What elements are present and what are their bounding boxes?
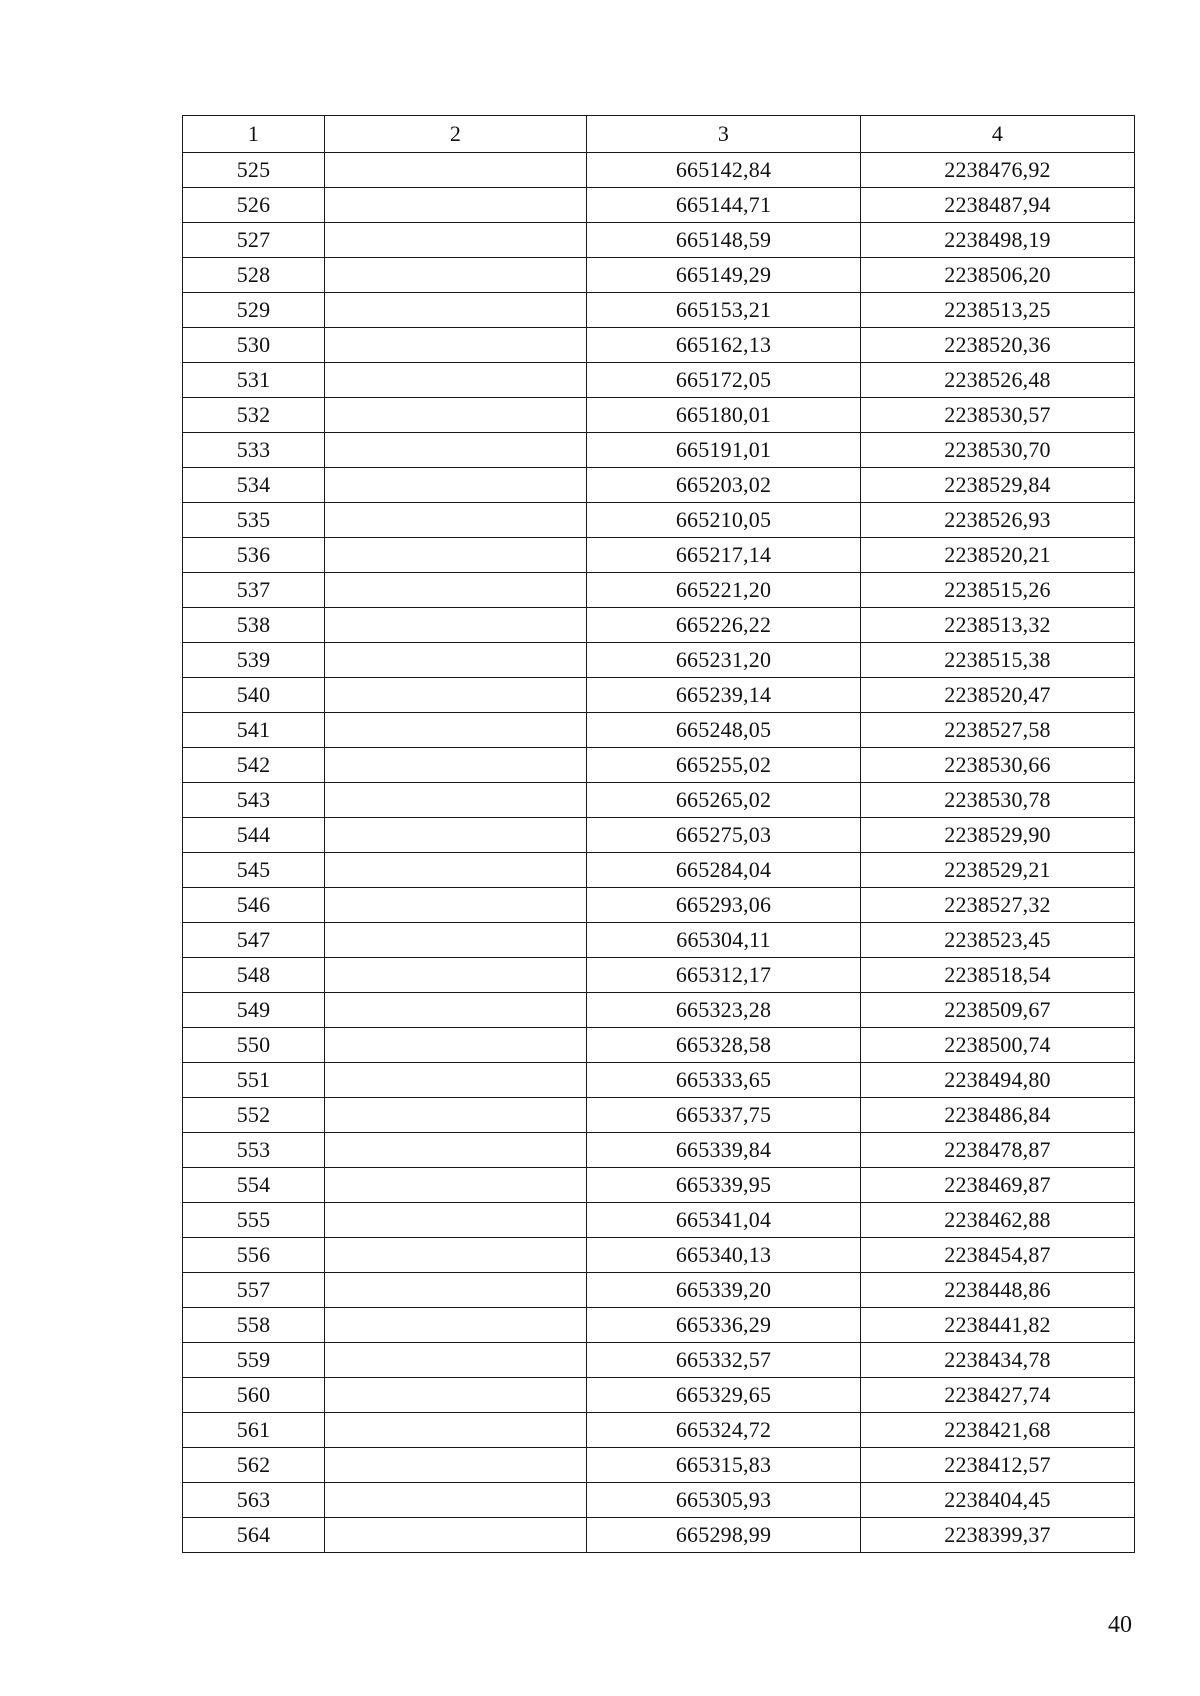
table-row [183,1518,1135,1553]
point-number-cell: 526 [183,188,325,223]
point-number-cell: 549 [183,993,325,1028]
coordinate-x-cell: 665148,59 [587,223,861,258]
column-2-cell [325,1168,587,1203]
column-header-2: 2 [325,116,587,153]
coordinate-x-cell: 665226,22 [587,608,861,643]
table-row [183,328,1135,363]
table-row [183,153,1135,188]
table-row [183,1343,1135,1378]
table-header-row [183,116,1135,153]
table-row [183,258,1135,293]
coordinate-y-cell: 2238526,48 [861,363,1135,398]
point-number-cell: 555 [183,1203,325,1238]
coordinate-x-cell: 665217,14 [587,538,861,573]
table-row [183,608,1135,643]
point-number-cell: 541 [183,713,325,748]
table-row [183,1483,1135,1518]
coordinate-y-cell: 2238527,58 [861,713,1135,748]
table-row [183,853,1135,888]
column-2-cell [325,1028,587,1063]
table-row [183,1168,1135,1203]
coordinate-x-cell: 665298,99 [587,1518,861,1553]
coordinate-y-cell: 2238513,32 [861,608,1135,643]
point-number-cell: 532 [183,398,325,433]
coordinate-y-cell: 2238520,21 [861,538,1135,573]
coordinate-x-cell: 665339,20 [587,1273,861,1308]
table-row [183,1308,1135,1343]
point-number-cell: 547 [183,923,325,958]
point-number-cell: 557 [183,1273,325,1308]
point-number-cell: 534 [183,468,325,503]
table-row [183,363,1135,398]
table-row [183,818,1135,853]
column-2-cell [325,258,587,293]
table-row [183,783,1135,818]
column-2-cell [325,888,587,923]
coordinate-x-cell: 665191,01 [587,433,861,468]
coordinate-y-cell: 2238498,19 [861,223,1135,258]
point-number-cell: 559 [183,1343,325,1378]
column-2-cell [325,1098,587,1133]
table-row [183,468,1135,503]
column-2-cell [325,1238,587,1273]
coordinate-y-cell: 2238506,20 [861,258,1135,293]
point-number-cell: 531 [183,363,325,398]
table-row [183,1413,1135,1448]
column-2-cell [325,1413,587,1448]
coordinate-x-cell: 665340,13 [587,1238,861,1273]
table-row [183,223,1135,258]
table-row [183,1098,1135,1133]
point-number-cell: 529 [183,293,325,328]
coordinate-y-cell: 2238515,38 [861,643,1135,678]
coordinate-y-cell: 2238454,87 [861,1238,1135,1273]
coordinate-y-cell: 2238530,66 [861,748,1135,783]
table-row [183,678,1135,713]
point-number-cell: 535 [183,503,325,538]
coordinate-y-cell: 2238527,32 [861,888,1135,923]
table-row [183,293,1135,328]
coordinate-y-cell: 2238518,54 [861,958,1135,993]
column-2-cell [325,468,587,503]
coordinate-y-cell: 2238494,80 [861,1063,1135,1098]
table-row [183,958,1135,993]
point-number-cell: 554 [183,1168,325,1203]
column-2-cell [325,1378,587,1413]
point-number-cell: 556 [183,1238,325,1273]
column-2-cell [325,328,587,363]
table-row [183,1203,1135,1238]
point-number-cell: 545 [183,853,325,888]
table-row [183,538,1135,573]
table-row [183,923,1135,958]
coordinate-x-cell: 665341,04 [587,1203,861,1238]
column-header-4: 4 [861,116,1135,153]
coordinate-y-cell: 2238441,82 [861,1308,1135,1343]
column-2-cell [325,818,587,853]
table-row [183,713,1135,748]
point-number-cell: 538 [183,608,325,643]
coordinate-x-cell: 665144,71 [587,188,861,223]
table-body [183,116,1135,1553]
coordinate-x-cell: 665304,11 [587,923,861,958]
coordinate-x-cell: 665275,03 [587,818,861,853]
column-2-cell [325,398,587,433]
point-number-cell: 564 [183,1518,325,1553]
point-number-cell: 537 [183,573,325,608]
table-row [183,748,1135,783]
table-row [183,1378,1135,1413]
coordinate-x-cell: 665336,29 [587,1308,861,1343]
column-header-1: 1 [183,116,325,153]
coordinate-x-cell: 665329,65 [587,1378,861,1413]
point-number-cell: 544 [183,818,325,853]
coordinate-y-cell: 2238412,57 [861,1448,1135,1483]
column-2-cell [325,1063,587,1098]
coordinate-x-cell: 665221,20 [587,573,861,608]
coordinate-x-cell: 665149,29 [587,258,861,293]
point-number-cell: 530 [183,328,325,363]
coordinate-x-cell: 665180,01 [587,398,861,433]
coordinate-x-cell: 665324,72 [587,1413,861,1448]
coordinate-x-cell: 665162,13 [587,328,861,363]
table-row [183,433,1135,468]
column-2-cell [325,1448,587,1483]
table-row [183,1133,1135,1168]
coordinate-y-cell: 2238487,94 [861,188,1135,223]
point-number-cell: 563 [183,1483,325,1518]
column-2-cell [325,1483,587,1518]
coordinate-x-cell: 665339,95 [587,1168,861,1203]
coordinate-y-cell: 2238404,45 [861,1483,1135,1518]
coordinate-x-cell: 665328,58 [587,1028,861,1063]
point-number-cell: 551 [183,1063,325,1098]
coordinate-x-cell: 665210,05 [587,503,861,538]
coordinate-y-cell: 2238526,93 [861,503,1135,538]
column-2-cell [325,433,587,468]
coordinate-y-cell: 2238469,87 [861,1168,1135,1203]
column-2-cell [325,713,587,748]
coordinate-x-cell: 665231,20 [587,643,861,678]
coordinate-x-cell: 665333,65 [587,1063,861,1098]
coordinate-y-cell: 2238421,68 [861,1413,1135,1448]
point-number-cell: 525 [183,153,325,188]
coordinate-x-cell: 665323,28 [587,993,861,1028]
coordinate-y-cell: 2238427,74 [861,1378,1135,1413]
column-2-cell [325,1133,587,1168]
point-number-cell: 561 [183,1413,325,1448]
table-row [183,643,1135,678]
page-number: 40 [1108,1612,1132,1638]
point-number-cell: 539 [183,643,325,678]
column-2-cell [325,293,587,328]
column-2-cell [325,1273,587,1308]
table-row [183,188,1135,223]
coordinate-y-cell: 2238462,88 [861,1203,1135,1238]
coordinate-y-cell: 2238399,37 [861,1518,1135,1553]
column-2-cell [325,1308,587,1343]
column-2-cell [325,748,587,783]
coordinate-x-cell: 665142,84 [587,153,861,188]
coordinate-y-cell: 2238509,67 [861,993,1135,1028]
table-row [183,573,1135,608]
coordinate-y-cell: 2238530,57 [861,398,1135,433]
column-2-cell [325,783,587,818]
table-row [183,1238,1135,1273]
column-2-cell [325,223,587,258]
coordinate-y-cell: 2238478,87 [861,1133,1135,1168]
point-number-cell: 548 [183,958,325,993]
column-2-cell [325,153,587,188]
coordinate-y-cell: 2238434,78 [861,1343,1135,1378]
column-2-cell [325,608,587,643]
table-row [183,1063,1135,1098]
column-2-cell [325,1343,587,1378]
point-number-cell: 527 [183,223,325,258]
column-2-cell [325,503,587,538]
coordinate-x-cell: 665337,75 [587,1098,861,1133]
coordinate-y-cell: 2238523,45 [861,923,1135,958]
point-number-cell: 546 [183,888,325,923]
table-row [183,398,1135,433]
column-2-cell [325,958,587,993]
point-number-cell: 553 [183,1133,325,1168]
point-number-cell: 558 [183,1308,325,1343]
point-number-cell: 562 [183,1448,325,1483]
table-row [183,1028,1135,1063]
coordinate-y-cell: 2238520,36 [861,328,1135,363]
coordinate-y-cell: 2238448,86 [861,1273,1135,1308]
column-header-3: 3 [587,116,861,153]
coordinate-y-cell: 2238520,47 [861,678,1135,713]
coordinate-x-cell: 665315,83 [587,1448,861,1483]
point-number-cell: 540 [183,678,325,713]
point-number-cell: 550 [183,1028,325,1063]
column-2-cell [325,573,587,608]
coordinate-y-cell: 2238486,84 [861,1098,1135,1133]
coordinate-y-cell: 2238515,26 [861,573,1135,608]
coordinate-y-cell: 2238529,90 [861,818,1135,853]
column-2-cell [325,643,587,678]
coordinate-y-cell: 2238530,70 [861,433,1135,468]
column-2-cell [325,923,587,958]
coordinate-x-cell: 665284,04 [587,853,861,888]
column-2-cell [325,1203,587,1238]
column-2-cell [325,538,587,573]
coordinate-x-cell: 665305,93 [587,1483,861,1518]
column-2-cell [325,678,587,713]
coordinate-x-cell: 665265,02 [587,783,861,818]
coordinate-x-cell: 665172,05 [587,363,861,398]
coordinate-x-cell: 665293,06 [587,888,861,923]
coordinate-y-cell: 2238530,78 [861,783,1135,818]
coordinate-y-cell: 2238500,74 [861,1028,1135,1063]
coordinate-x-cell: 665239,14 [587,678,861,713]
coordinate-y-cell: 2238513,25 [861,293,1135,328]
coordinate-y-cell: 2238529,21 [861,853,1135,888]
point-number-cell: 536 [183,538,325,573]
column-2-cell [325,188,587,223]
table-row [183,503,1135,538]
table-row [183,1448,1135,1483]
coordinate-x-cell: 665339,84 [587,1133,861,1168]
coordinate-x-cell: 665255,02 [587,748,861,783]
point-number-cell: 552 [183,1098,325,1133]
point-number-cell: 543 [183,783,325,818]
point-number-cell: 528 [183,258,325,293]
column-2-cell [325,1518,587,1553]
coordinate-x-cell: 665312,17 [587,958,861,993]
column-2-cell [325,853,587,888]
coordinate-x-cell: 665153,21 [587,293,861,328]
coordinates-table [182,115,1135,1553]
point-number-cell: 560 [183,1378,325,1413]
coordinate-x-cell: 665332,57 [587,1343,861,1378]
table-row [183,993,1135,1028]
column-2-cell [325,993,587,1028]
coordinate-y-cell: 2238529,84 [861,468,1135,503]
coordinate-x-cell: 665248,05 [587,713,861,748]
coordinate-y-cell: 2238476,92 [861,153,1135,188]
table-row [183,1273,1135,1308]
column-2-cell [325,363,587,398]
point-number-cell: 533 [183,433,325,468]
point-number-cell: 542 [183,748,325,783]
coordinate-x-cell: 665203,02 [587,468,861,503]
table-row [183,888,1135,923]
